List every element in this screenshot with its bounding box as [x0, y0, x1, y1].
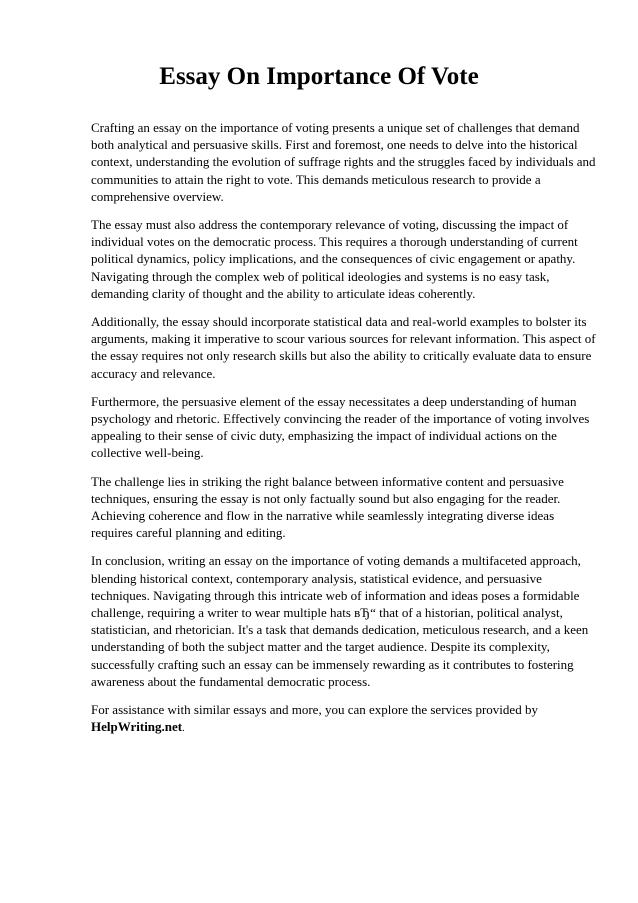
document-body [91, 119, 597, 749]
paragraph-5: The challenge lies in striking the right balance between informative content and persuasive techniques, ensuring the essay is not only factually sound but also engaging for the reader. Achieving coherence and flow in the narrative while seamlessly integrating diverse ideas requires careful planning and editing. [91, 473, 564, 541]
closing-text: For assistance with similar essays and more, you can explore the services provided by [91, 702, 538, 718]
closing-paragraph [91, 701, 597, 737]
link-suffix: . [182, 723, 185, 735]
paragraph-2: The essay must also address the contemporary relevance of voting, discussing the impact of individual votes on the democratic process. This requires a thorough understanding of current political dynamics, policy implications, and the consequences of civic engagement or apathy. Navigating through the complex web of political ideologies and systems is no easy task, demanding clarity of thought and the ability to articulate ideas coherently. [91, 217, 578, 301]
helpwriting-link[interactable]: HelpWriting.net [91, 719, 183, 735]
document-title: Essay On Importance Of Vote [159, 63, 479, 90]
paragraph-4: Furthermore, the persuasive element of the essay necessitates a deep understanding of human psychology and rhetoric. Effectively convincing the reader of the importance of voting involves appealing to their sense of civic duty, emphasizing the impact of individual actions on the collective well-being. [91, 393, 590, 461]
paragraph-1: Crafting an essay on the importance of voting presents a unique set of challenges that demand both analytical and persuasive skills. First and foremost, one needs to delve into the historical context, understanding the evolution of suffrage rights and the struggles faced by individuals and communities to attain the right to vote. This demands meticulous research to provide a comprehensive overview. [91, 120, 596, 204]
paragraph-6: In conclusion, writing an essay on the importance of voting demands a multifaceted approach, blending historical context, contemporary analysis, statistical evidence, and persuasive techniques. Navigating through this intricate web of information and ideas poses a formidable challenge, requiring a writer to wear multiple hats вЂ“ that of a historian, political analyst, statistician, and rhetorician. It's a task that demands dedication, meticulous research, and a keen understanding of both the subject matter and the target audience. Despite its complexity, successfully crafting such an essay can be immensely rewarding as it contributes to fostering awareness about the fundamental democratic process. [91, 553, 589, 689]
paragraph-3: Additionally, the essay should incorporate statistical data and real-world examples to bolster its arguments, making it imperative to scour various sources for relevant information. This aspect of the essay requires not only research skills but also the ability to critically evaluate data to ensure accuracy and relevance. [91, 314, 596, 381]
